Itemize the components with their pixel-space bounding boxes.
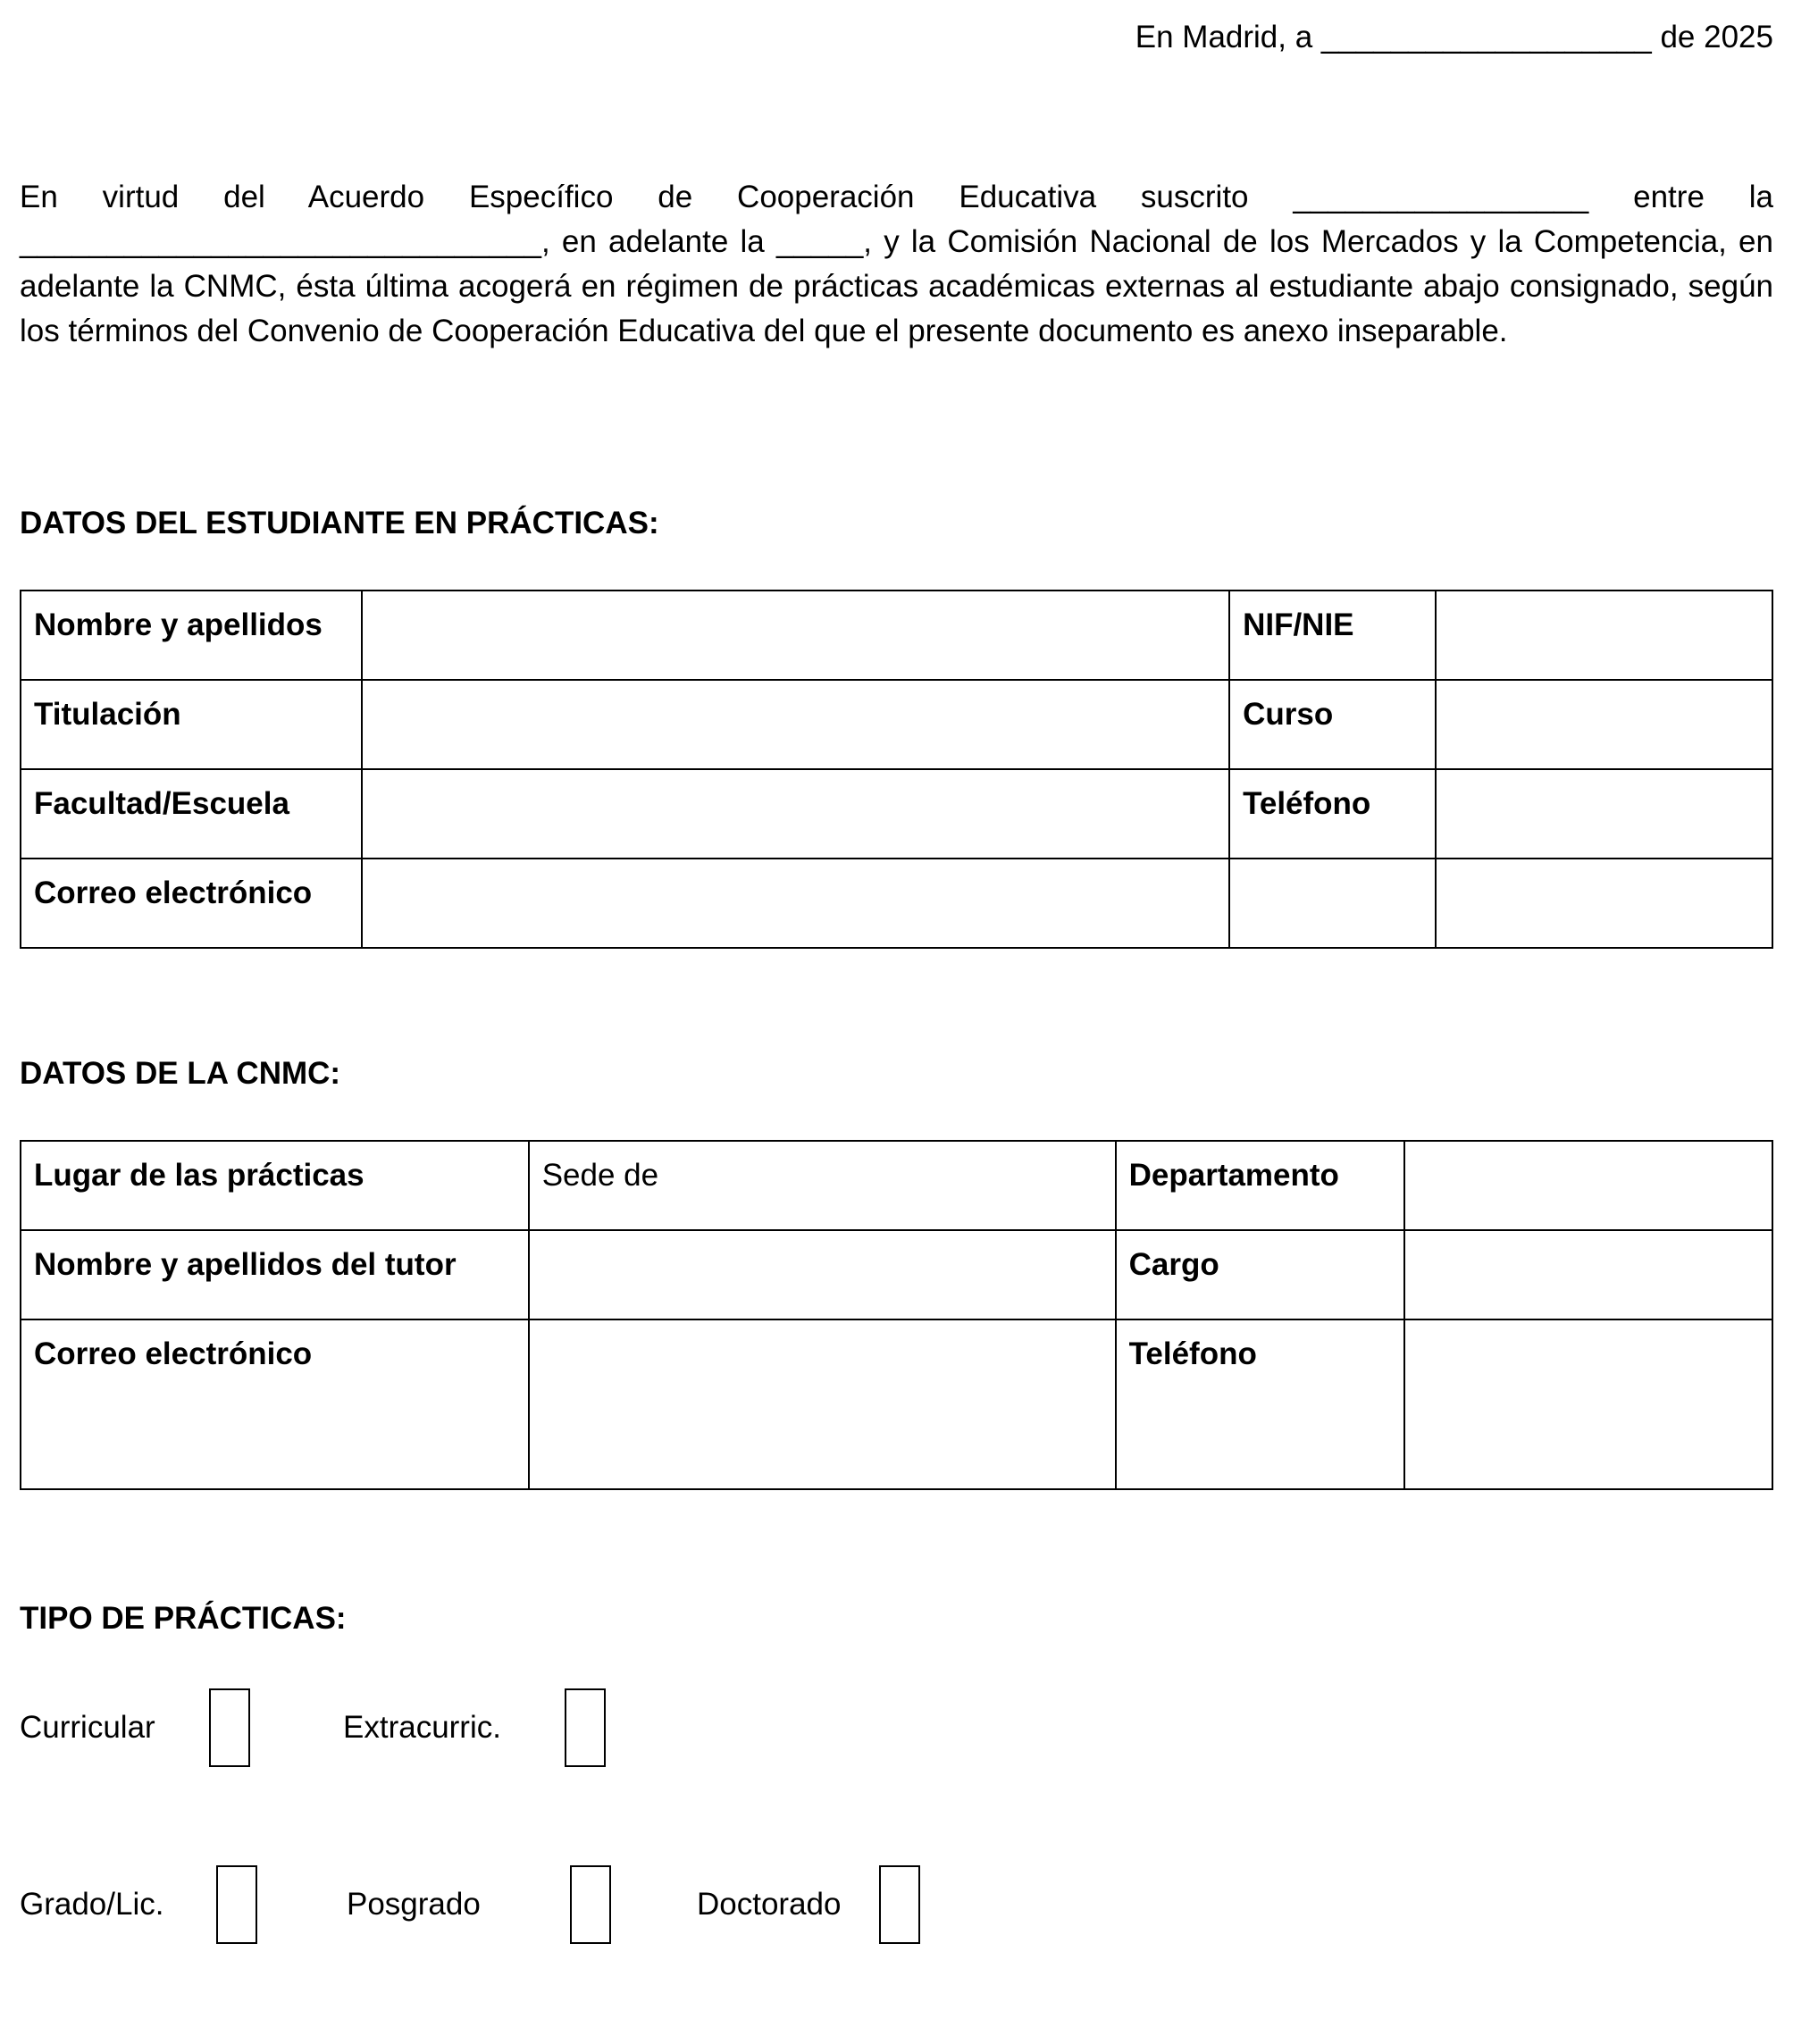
correo-estudiante-value-cell[interactable] bbox=[362, 859, 1229, 948]
facultad-label: Facultad/Escuela bbox=[21, 769, 362, 859]
titulacion-label: Titulación bbox=[21, 680, 362, 769]
lugar-practicas-label: Lugar de las prácticas bbox=[21, 1141, 529, 1230]
doctorado-label: Doctorado bbox=[697, 1887, 842, 1922]
departamento-value-cell[interactable] bbox=[1404, 1141, 1772, 1230]
cnmc-section-heading: DATOS DE LA CNMC: bbox=[20, 1056, 341, 1091]
nombre-value-cell[interactable] bbox=[362, 591, 1229, 680]
student-section-heading: DATOS DEL ESTUDIANTE EN PRÁCTICAS: bbox=[20, 506, 659, 540]
date-line: En Madrid, a ___________________ de 2025 bbox=[1135, 20, 1773, 54]
cargo-label: Cargo bbox=[1116, 1230, 1405, 1319]
curricular-checkbox[interactable] bbox=[209, 1688, 250, 1767]
nif-value-cell[interactable] bbox=[1436, 591, 1772, 680]
practice-type-row-2 bbox=[20, 1865, 1773, 1944]
telefono-tutor-label: Teléfono bbox=[1116, 1319, 1405, 1489]
table-row bbox=[21, 1141, 1772, 1230]
extracurricular-checkbox[interactable] bbox=[565, 1688, 606, 1767]
posgrado-checkbox[interactable] bbox=[570, 1865, 611, 1944]
empty-label-cell bbox=[1229, 859, 1436, 948]
lugar-practicas-value-cell[interactable]: Sede de bbox=[529, 1141, 1116, 1230]
telefono-estudiante-label: Teléfono bbox=[1229, 769, 1436, 859]
facultad-value-cell[interactable] bbox=[362, 769, 1229, 859]
grado-label: Grado/Lic. bbox=[20, 1887, 164, 1922]
table-row bbox=[21, 1230, 1772, 1319]
empty-value-cell[interactable] bbox=[1436, 859, 1772, 948]
grado-checkbox[interactable] bbox=[216, 1865, 257, 1944]
practice-type-heading: TIPO DE PRÁCTICAS: bbox=[20, 1601, 347, 1636]
telefono-estudiante-value-cell[interactable] bbox=[1436, 769, 1772, 859]
curso-value-cell[interactable] bbox=[1436, 680, 1772, 769]
table-row bbox=[21, 859, 1772, 948]
intro-paragraph: En virtud del Acuerdo Específico de Cooperación Educativa suscrito _________________ entre la ______________________________, en adelante la _____, y la Comisión Nacional de los Mercados y la Competencia, en adelante la CNMC, ésta última acogerá en régimen de prácticas académicas externas al estudiante abajo consignado, según los términos del Convenio de Cooperación Educativa del que el presente documento es anexo inseparable. bbox=[20, 180, 1773, 348]
table-row bbox=[21, 680, 1772, 769]
correo-estudiante-label: Correo electrónico bbox=[21, 859, 362, 948]
doctorado-checkbox[interactable] bbox=[879, 1865, 920, 1944]
telefono-tutor-value-cell[interactable] bbox=[1404, 1319, 1772, 1489]
correo-tutor-value-cell[interactable] bbox=[529, 1319, 1116, 1489]
correo-tutor-label: Correo electrónico bbox=[21, 1319, 529, 1489]
table-row bbox=[21, 1319, 1772, 1489]
student-data-table bbox=[20, 590, 1773, 949]
posgrado-label: Posgrado bbox=[347, 1887, 481, 1922]
titulacion-value-cell[interactable] bbox=[362, 680, 1229, 769]
tutor-nombre-label: Nombre y apellidos del tutor bbox=[21, 1230, 529, 1319]
practice-type-row-1 bbox=[20, 1688, 1773, 1767]
cargo-value-cell[interactable] bbox=[1404, 1230, 1772, 1319]
cnmc-data-table bbox=[20, 1140, 1773, 1490]
curricular-label: Curricular bbox=[20, 1710, 155, 1745]
nombre-label: Nombre y apellidos bbox=[21, 591, 362, 680]
extracurricular-label: Extracurric. bbox=[343, 1710, 501, 1745]
curso-label: Curso bbox=[1229, 680, 1436, 769]
table-row bbox=[21, 591, 1772, 680]
nif-label: NIF/NIE bbox=[1229, 591, 1436, 680]
tutor-nombre-value-cell[interactable] bbox=[529, 1230, 1116, 1319]
table-row bbox=[21, 769, 1772, 859]
departamento-label: Departamento bbox=[1116, 1141, 1405, 1230]
